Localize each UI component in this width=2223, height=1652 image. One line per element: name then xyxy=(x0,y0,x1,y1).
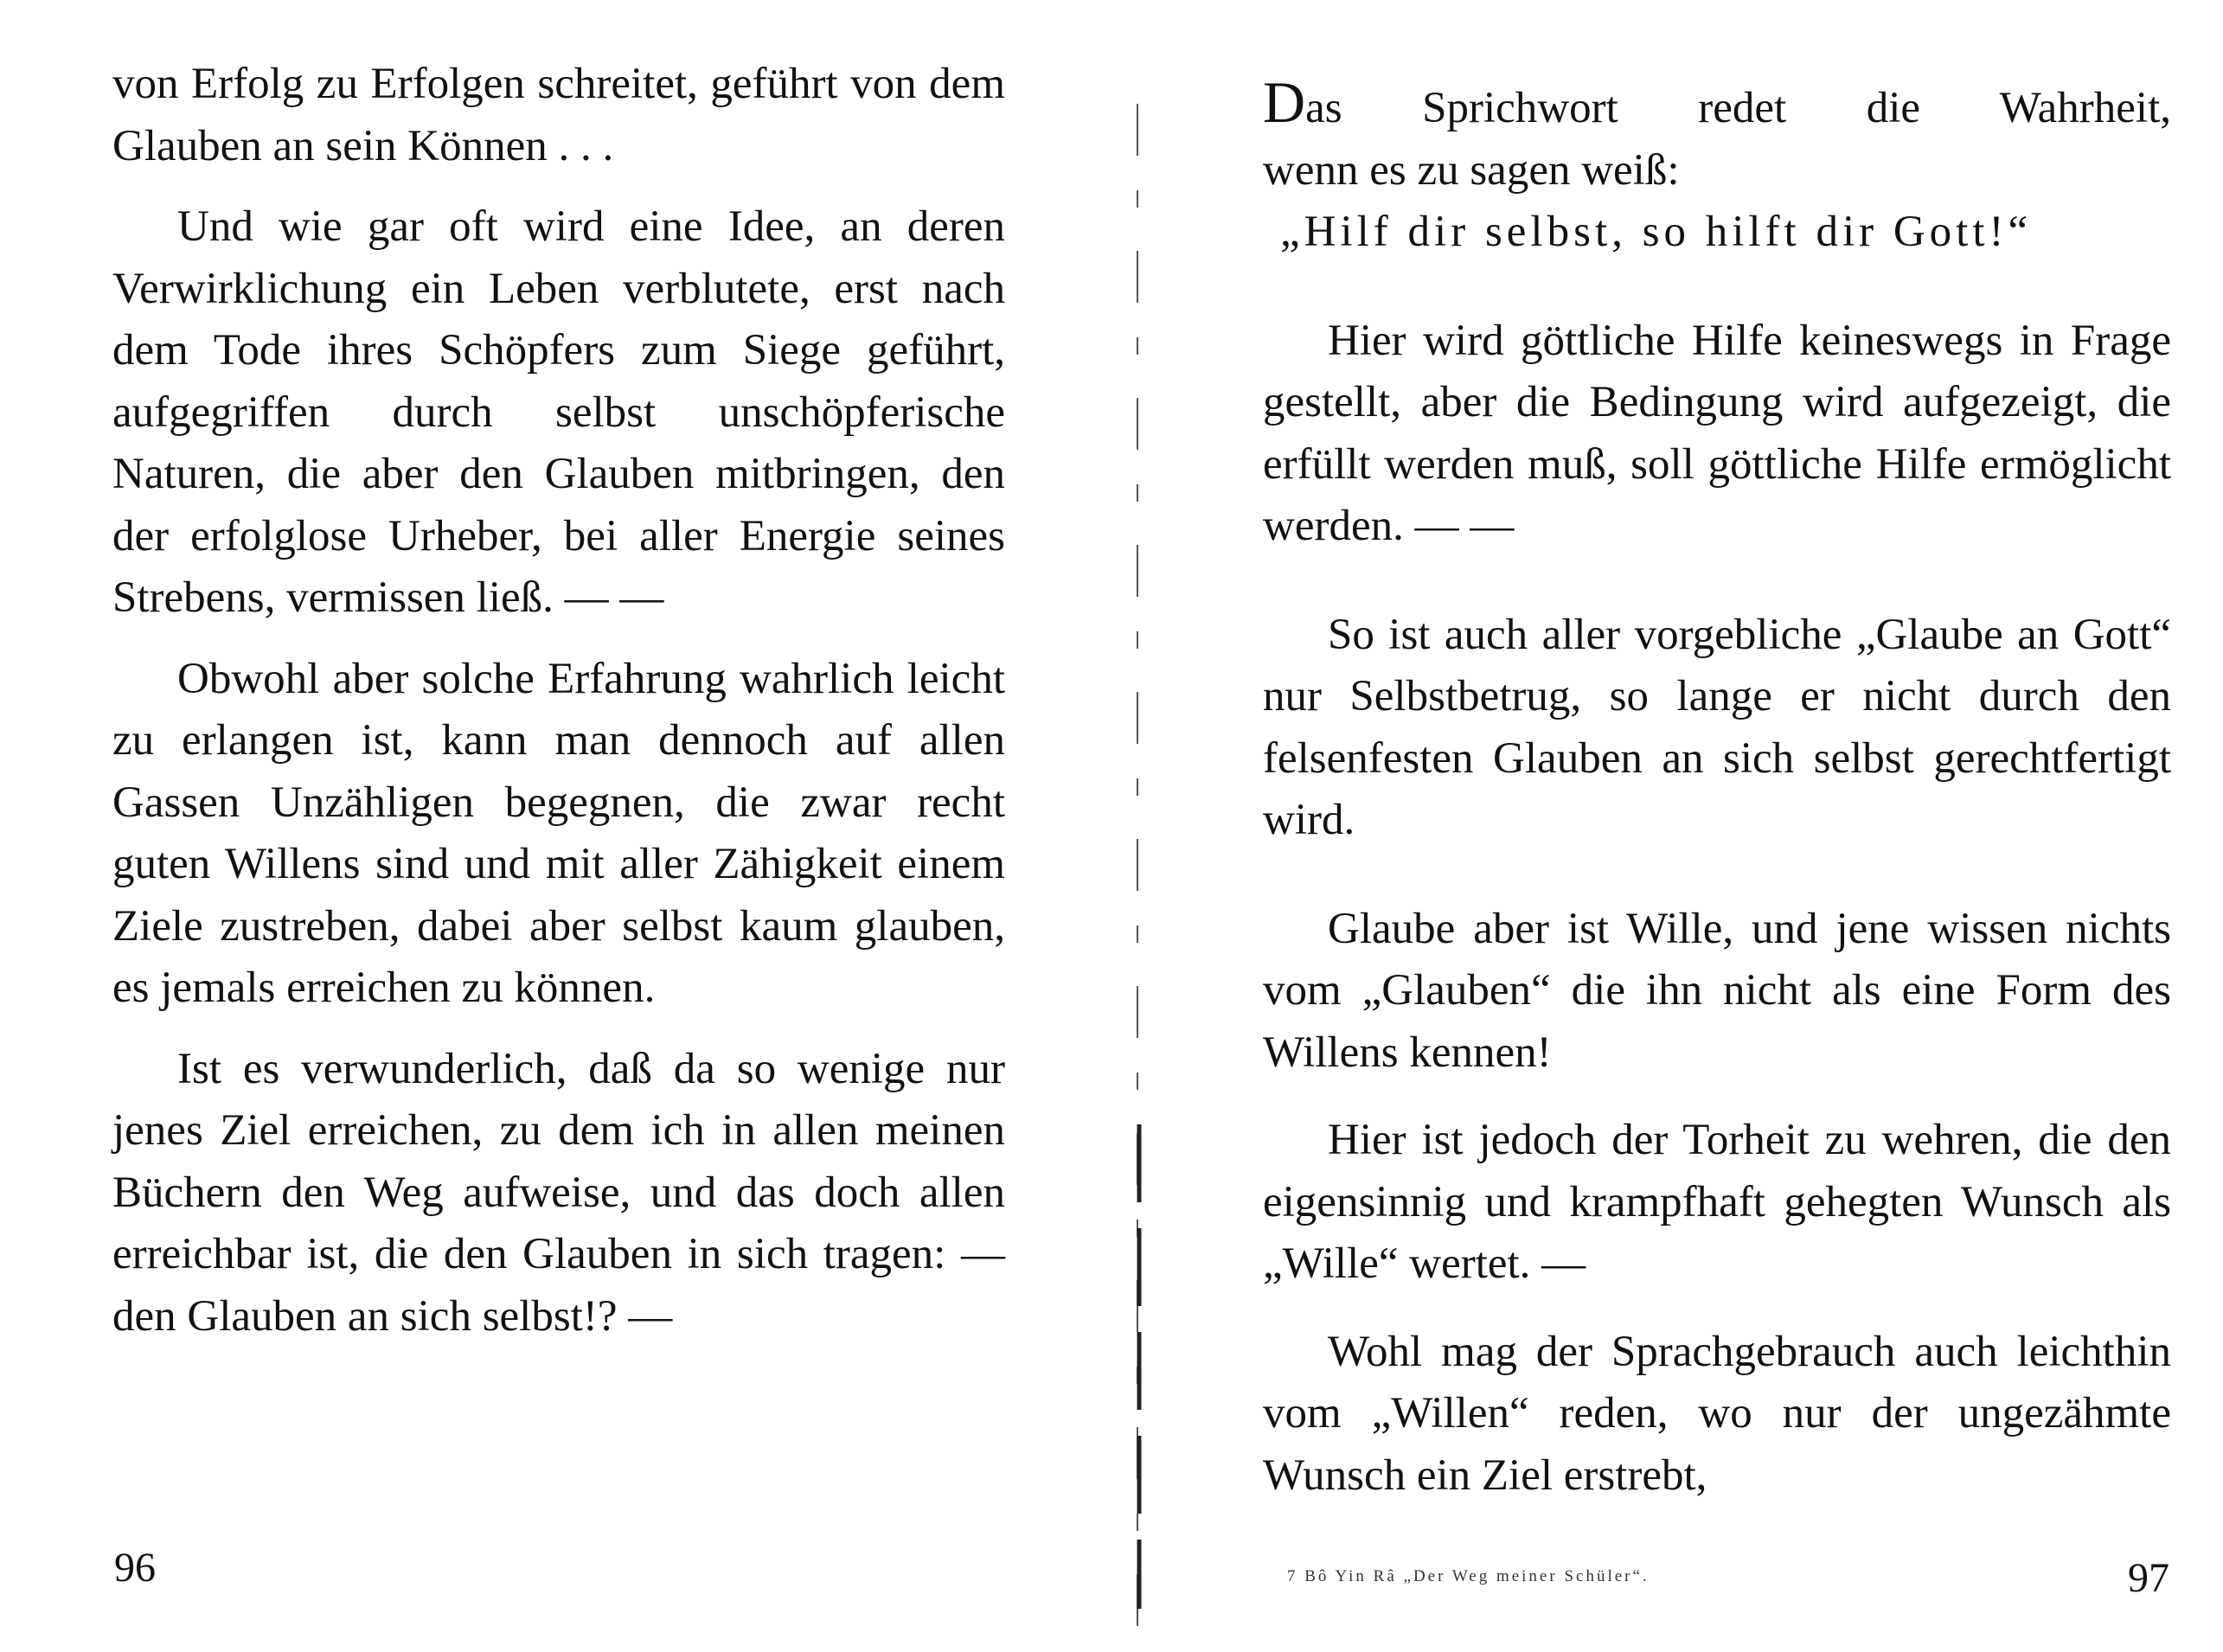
right-paragraph-2: So ist auch aller vorgebliche „Glaube an Gott“ nur Selbstbetrug, so lange er nicht durch den felsenfesten Glauben an sich selbst gerechtfertigt wird. xyxy=(1263,610,2171,844)
proverb-quote: „Hilf dir selbst, so hilft dir Gott!“ xyxy=(1280,208,2033,256)
right-opening-continuation: wenn es zu sagen weiß: xyxy=(1263,145,1680,195)
right-opening-first-line-rest: as Sprichwort redet die Wahrheit, xyxy=(1305,84,2171,132)
left-paragraph-3: Obwohl aber solche Erfahrung wahrlich leicht zu erlangen ist, kann man dennoch auf allen Gassen Unzähligen begegnen, die zwar recht guten Willens sind und mit aller Zähigkeit einem Ziele zustreben, dabei aber selbst kaum glauben, es jemals erreichen zu können. xyxy=(112,654,1005,1012)
left-paragraph-1: von Erfolg zu Erfolgen schreitet, geführt von dem Glauben an sein Können . . . xyxy=(112,60,1005,170)
right-paragraph-3: Glaube aber ist Wille, und jene wissen nichts vom „Glauben“ die ihn nicht als eine Form des Willens kennen! xyxy=(1263,904,2171,1077)
right-page-text xyxy=(1263,69,2171,1507)
dropcap-letter: D xyxy=(1263,69,1306,135)
right-opening-paragraph xyxy=(1263,69,2171,264)
left-page-text xyxy=(112,54,1005,1348)
left-paragraph-2: Und wie gar oft wird eine Idee, an deren Verwirklichung ein Leben verblutete, erst nach dem Tode ihres Schöpfers zum Siege geführt, aufgegriffen durch selbst unschöpferische Naturen, die aber den Glauben mitbringen, den der erfolglose Urheber, bei aller Energie seines Strebens, vermissen ließ. — — xyxy=(112,202,1005,622)
right-page-number: 97 xyxy=(2128,1555,2169,1601)
left-page-number: 96 xyxy=(114,1545,156,1591)
right-paragraph-4: Hier ist jedoch der Torheit zu wehren, die den eigensinnig und krampfhaft gehegten Wunsch als „Wille“ wertet. — xyxy=(1263,1116,2171,1288)
footer-signature: 7 Bô Yin Râ „Der Weg meiner Schüler“. xyxy=(1287,1567,1650,1585)
right-paragraph-1: Hier wird göttliche Hilfe keineswegs in Frage gestellt, aber die Bedingung wird aufgezeigt, die erfüllt werden muß, soll göttliche Hilfe ermöglicht werden. — — xyxy=(1263,316,2171,550)
right-paragraph-5: Wohl mag der Sprachgebrauch auch leichthin vom „Willen“ reden, wo nur der ungezähmte Wunsch ein Ziel erstrebt, xyxy=(1263,1327,2171,1500)
right-opening-first-line xyxy=(1263,69,2171,140)
left-paragraph-4: Ist es verwunderlich, daß da so wenige nur jenes Ziel erreichen, zu dem ich in allen meinen Büchern den Weg aufweise, und das doch allen erreichbar ist, die den Glauben in sich tragen: — den Glauben an sich selbst!? — xyxy=(112,1044,1005,1341)
right-page xyxy=(1133,0,2223,1652)
